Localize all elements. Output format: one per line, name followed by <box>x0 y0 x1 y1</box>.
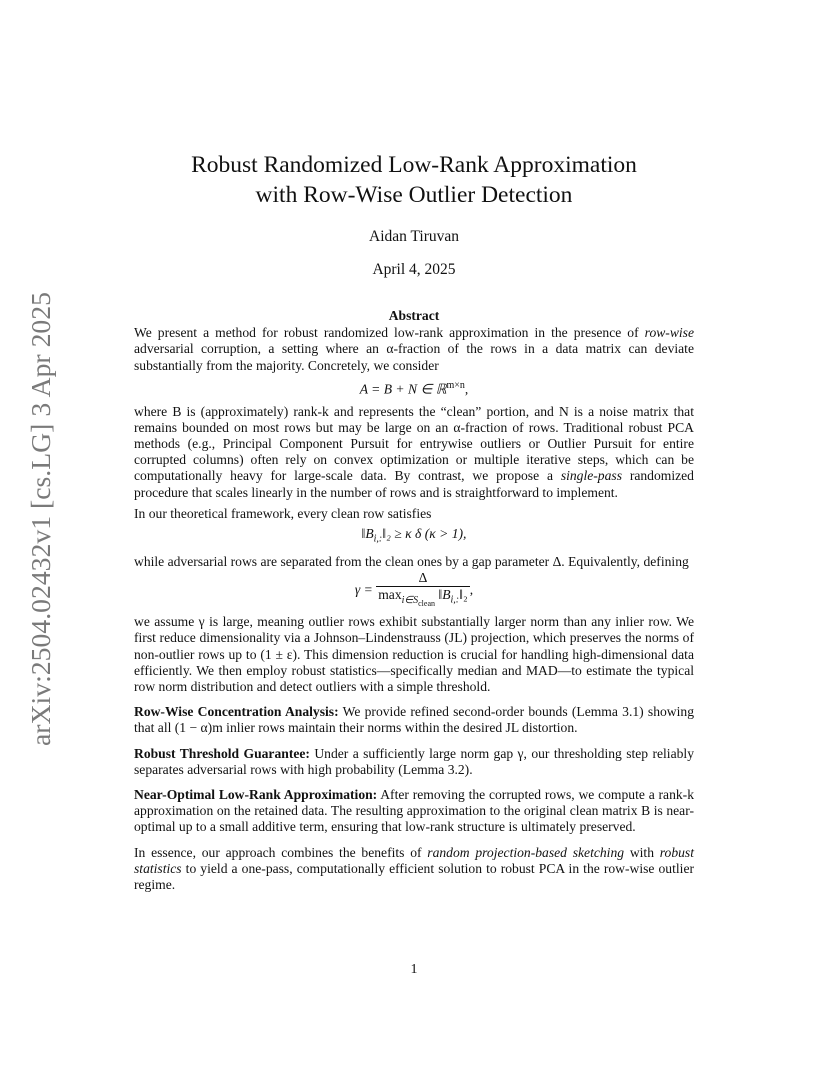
author-name: Aidan Tiruvan <box>369 228 459 245</box>
text-run: to yield a one-pass, computationally efficient solution to robust PCA in the row-wise outlier regime. <box>134 860 694 893</box>
text-run: Under a sufficiently large norm gap γ, our thresholding step reliably separates adversarial rows with high probability (Lemma 3.2). <box>134 745 694 777</box>
abstract-paragraph-7 <box>134 746 694 778</box>
equation-tail: ‖₂ ≥ κ δ (κ > 1), <box>382 525 467 541</box>
abstract-paragraph-4: while adversarial rows are separated from the clean ones by a gap parameter Δ. Equivalently, defining <box>134 553 689 569</box>
text-run: In essence, our approach combines the benefits of <box>134 844 428 860</box>
abstract-paragraph-2 <box>134 404 694 501</box>
equation-body: ‖B <box>361 525 374 541</box>
emphasis-text: robust statistics <box>134 844 694 876</box>
abstract-paragraph-8 <box>134 787 694 836</box>
emphasis-text: row-wise <box>644 325 694 341</box>
equation-lhs: γ = <box>354 582 373 598</box>
equation-clean-row-norm <box>134 526 694 548</box>
text-run: We present a method for robust randomized low-rank approximation in the presence of <box>134 325 645 341</box>
equation-punct: , <box>469 582 474 598</box>
text-run: After removing the corrupted rows, we compute a rank-k approximation on the retained data. The resulting approximation to the original clean matrix B is near-optimal up to a small additive term, ensuring that low-rank structure is ultimately preserved. <box>134 787 694 835</box>
arxiv-id-text: arXiv:2504.02432v1 [cs.LG] 3 Apr 2025 <box>25 295 56 746</box>
denominator-subsubscript: clean <box>418 599 435 609</box>
abstract-paragraph-5: we assume γ is large, meaning outlier rows exhibit substantially larger norm than any inlier row. We first reduce dimensionality via a Johnson–Lindenstrauss (JL) projection, which preserves the norms of non-outlier rows up to (1 ± ε). This dimension reduction is crucial for handling high-dimensional data efficiently. We then employ robust statistics—specifically median and MAD—to estimate the typical row norm distribution and detect outliers with a simple threshold. <box>134 614 694 695</box>
text-run: where B is (approximately) rank-k and represents the “clean” portion, and N is a noise matrix that remains bounded on most rows but may be large on an α-fraction of rows. Traditional robust PCA methods (e.g., Principal Component Pursuit for entrywise outliers or Outlier Pursuit for entire corrupted columns) often rely on convex optimization or multiple iterative steps, which can be computationally heavy for large-scale data. By contrast, we propose a <box>134 403 694 484</box>
text-run: We provide refined second-order bounds (Lemma 3.1) showing that all (1 − α)m inlier rows maintain their norms within the desired JL distortion. <box>134 704 694 736</box>
abstract-heading: Abstract <box>388 308 440 323</box>
equation-punct: , <box>464 381 469 397</box>
abstract-paragraph-6 <box>134 704 694 736</box>
arxiv-sidebar-stamp <box>14 292 62 746</box>
denominator-norm: ‖B <box>435 587 451 603</box>
paper-date: April 4, 2025 <box>372 261 456 278</box>
fraction-numerator: Δ <box>376 570 469 587</box>
emphasis-text: single-pass <box>560 468 622 484</box>
text-run: randomized procedure that scales linearly in the number of rows and is straightforward to implement. <box>134 468 694 500</box>
title-line-2: with Row-Wise Outlier Detection <box>255 182 573 208</box>
denominator-subscript: i∈S <box>401 595 419 607</box>
text-run: with <box>624 844 660 860</box>
bold-lead: Robust Threshold Guarantee: <box>134 745 310 761</box>
bold-lead: Near-Optimal Low-Rank Approximation: <box>134 787 378 803</box>
abstract-paragraph-1 <box>134 325 694 374</box>
equation-body: A = B + N ∈ ℝ <box>359 381 447 397</box>
bold-lead: Row-Wise Concentration Analysis: <box>134 704 339 720</box>
text-run: adversarial corruption, a setting where an α-fraction of the rows in a data matrix can deviate substantially from the majority. Concretely, we consider <box>134 341 694 373</box>
fraction-denominator <box>376 587 469 612</box>
equation-gamma-definition <box>134 570 694 612</box>
equation-subscript: i,: <box>373 533 383 545</box>
emphasis-text: random projection-based sketching <box>427 844 625 860</box>
abstract-paragraph-3: In our theoretical framework, every clean row satisfies <box>134 505 432 521</box>
page-number: 1 <box>410 962 418 977</box>
equation-superscript: m×n <box>446 379 465 391</box>
denominator-norm-subscript: i,: <box>450 595 460 607</box>
abstract-paragraph-9 <box>134 845 694 894</box>
equation-fraction <box>376 570 469 612</box>
paper-title <box>0 150 828 210</box>
equation-matrix-decomposition <box>134 378 694 398</box>
denominator-max: max <box>378 587 402 603</box>
denominator-end: ‖₂ <box>459 587 468 603</box>
abstract-section <box>134 308 694 893</box>
title-line-1: Robust Randomized Low-Rank Approximation <box>191 152 637 178</box>
